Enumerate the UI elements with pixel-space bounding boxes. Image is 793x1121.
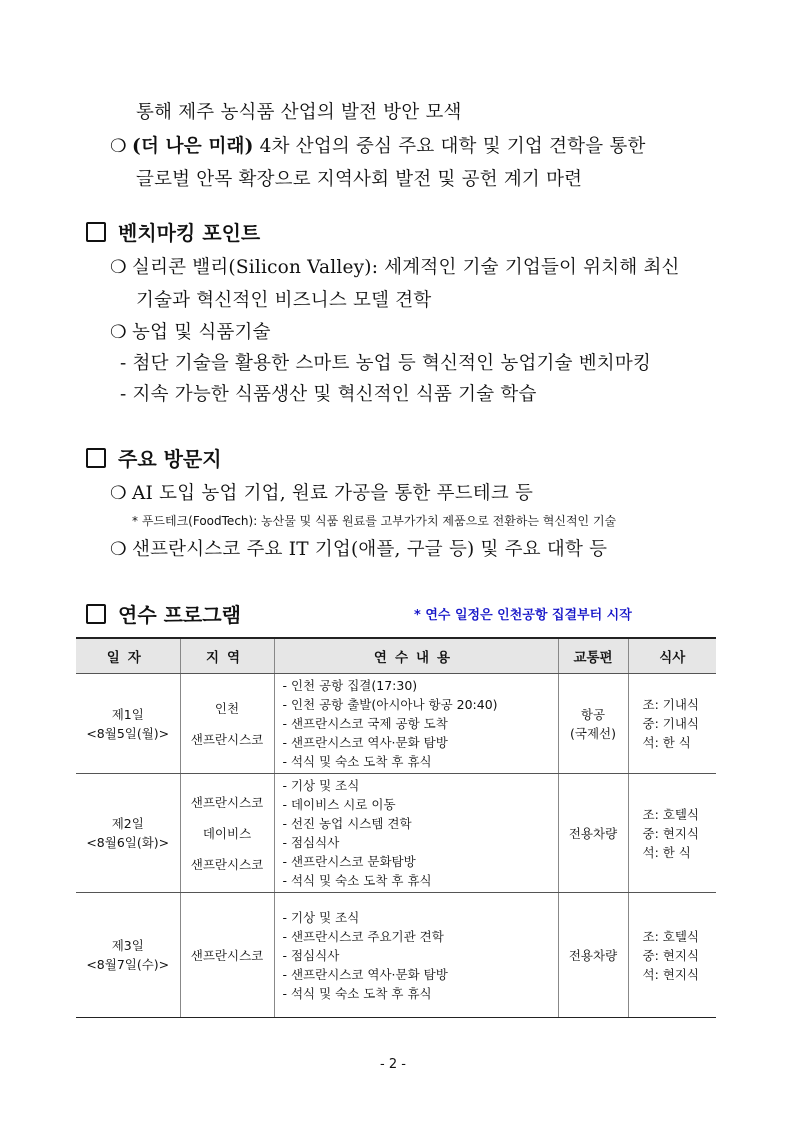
day-date: <8월6일(화)> [86, 835, 170, 850]
meal-line: 중: 현지식 [642, 825, 699, 841]
content-line: - 점심식사 [282, 835, 340, 850]
transport-line: (국제선) [570, 725, 616, 741]
region-name: 데이비스 [202, 825, 252, 841]
visits-heading [86, 443, 222, 472]
transport-line: 전용차량 [568, 825, 618, 841]
benchmark-sub-2: - 지속 가능한 식품생산 및 혁신적인 식품 기술 학습 [120, 384, 537, 405]
visits-item-1 [110, 479, 533, 505]
benchmark-item-1 [110, 253, 680, 279]
intro-item-2-text: 4차 산업의 중심 주요 대학 및 기업 견학을 통한 [253, 136, 646, 157]
day-cell [76, 893, 180, 1018]
table-row [76, 893, 716, 1018]
checkbox-square-icon [86, 222, 106, 242]
meal-line: 석: 현지식 [642, 966, 699, 982]
content-line: - 인천 공항 집결(17:30) [282, 678, 418, 693]
visits-title: 주요 방문지 [118, 447, 222, 471]
intro-item-2 [110, 132, 646, 158]
meal-cell [628, 893, 716, 1018]
day-cell [76, 674, 180, 774]
content-cell [274, 674, 558, 774]
content-line: - 데이비스 시로 이동 [282, 797, 396, 812]
content-line: - 기상 및 조식 [282, 778, 360, 793]
day-label: 제2일 [111, 816, 144, 831]
meal-line: 석: 한 식 [642, 844, 691, 860]
content-line: - 점심식사 [282, 947, 340, 963]
meal-cell [628, 674, 716, 774]
day-cell [76, 774, 180, 893]
meal-line: 조: 호텔식 [642, 806, 699, 822]
content-line: - 선진 농업 시스템 견학 [282, 816, 412, 831]
region-name: 샌프란시스코 [190, 856, 264, 872]
intro-item-2-cont: 글로벌 안목 확장으로 지역사회 발전 및 공헌 계기 마련 [136, 169, 583, 190]
table-row [76, 774, 716, 893]
benchmark-item-2-text: 농업 및 식품기술 [132, 322, 271, 343]
program-notice: * 연수 일정은 인천공항 집결부터 시작 [414, 608, 632, 623]
content-line: - 석식 및 숙소 도착 후 휴식 [282, 985, 432, 1001]
foodtech-footnote: * 푸드테크(FoodTech): 농산물 및 식품 원료를 고부가가치 제품으로 전환하는 혁신적인 기술 [132, 514, 617, 528]
day-date: <8월5일(월)> [86, 725, 170, 741]
content-line: - 석식 및 숙소 도착 후 휴식 [282, 873, 432, 888]
content-line: - 샌프란시스코 역사·문화 탐방 [282, 966, 448, 982]
header-transport: 교통편 [558, 638, 628, 674]
benchmark-item-2 [110, 318, 271, 344]
header-region: 지역 [180, 638, 274, 674]
region-name: 샌프란시스코 [190, 731, 264, 747]
benchmark-item-1-text: 실리콘 밸리(Silicon Valley): 세계적인 기술 기업들이 위치해 최신 [132, 257, 680, 278]
content-line: - 석식 및 숙소 도착 후 휴식 [282, 754, 432, 769]
meal-cell [628, 774, 716, 893]
benchmark-item-1-cont: 기술과 혁신적인 비즈니스 모델 견학 [136, 290, 432, 311]
benchmark-title: 벤치마킹 포인트 [118, 221, 261, 245]
content-cell [274, 893, 558, 1018]
meal-line: 중: 현지식 [642, 947, 699, 963]
region-cell [180, 774, 274, 893]
program-title: 연수 프로그램 [118, 603, 241, 627]
content-cell [274, 774, 558, 893]
content-line: - 샌프란시스코 국제 공항 도착 [282, 716, 448, 731]
transport-cell [558, 893, 628, 1018]
meal-line: 중: 기내식 [642, 716, 699, 731]
transport-line: 항공 [580, 706, 606, 722]
visits-item-2-text: 샌프란시스코 주요 IT 기업(애플, 구글 등) 및 주요 대학 등 [132, 539, 608, 560]
header-content: 연수내용 [274, 638, 558, 674]
meal-line: 석: 한 식 [642, 735, 691, 750]
page-number: - 2 - [380, 1057, 406, 1072]
table-row [76, 674, 716, 774]
day-date: <8월7일(수)> [86, 957, 170, 972]
transport-cell [558, 674, 628, 774]
day-label: 제1일 [111, 706, 144, 722]
intro-line-1: 통해 제주 농식품 산업의 발전 방안 모색 [136, 102, 462, 123]
header-date: 일자 [76, 638, 180, 674]
content-line: - 샌프란시스코 역사·문화 탐방 [282, 735, 448, 750]
content-line: - 기상 및 조식 [282, 909, 360, 925]
circle-bullet-icon: ❍ [110, 483, 127, 504]
circle-bullet-icon: ❍ [110, 322, 127, 343]
program-heading [86, 599, 241, 628]
content-line: - 샌프란시스코 문화탐방 [282, 854, 416, 869]
region-cell [180, 893, 274, 1018]
schedule-table [76, 637, 716, 1018]
transport-line: 전용차량 [568, 947, 618, 963]
benchmark-sub-1: - 첨단 기술을 활용한 스마트 농업 등 혁신적인 농업기술 벤치마킹 [120, 353, 652, 374]
region-name: 샌프란시스코 [190, 794, 264, 810]
circle-bullet-icon: ❍ [110, 257, 127, 278]
meal-line: 조: 호텔식 [642, 928, 699, 944]
visits-item-2 [110, 535, 607, 561]
intro-item-2-bold: (더 나은 미래) [132, 136, 254, 157]
transport-cell [558, 774, 628, 893]
visits-item-1-text: AI 도입 농업 기업, 원료 가공을 통한 푸드테크 등 [132, 483, 534, 504]
meal-line: 조: 기내식 [642, 697, 699, 712]
content-line: - 인천 공항 출발(아시아나 항공 20:40) [282, 697, 498, 712]
region-name: 인천 [214, 700, 240, 716]
circle-bullet-icon: ❍ [110, 136, 127, 157]
schedule-header-row [76, 638, 716, 674]
region-name: 샌프란시스코 [190, 947, 264, 963]
region-cell [180, 674, 274, 774]
circle-bullet-icon: ❍ [110, 539, 127, 560]
benchmark-heading [86, 217, 260, 246]
day-label: 제3일 [111, 938, 144, 953]
content-line: - 샌프란시스코 주요기관 견학 [282, 928, 444, 944]
checkbox-square-icon [86, 448, 106, 468]
header-meals: 식사 [628, 638, 716, 674]
checkbox-square-icon [86, 604, 106, 624]
